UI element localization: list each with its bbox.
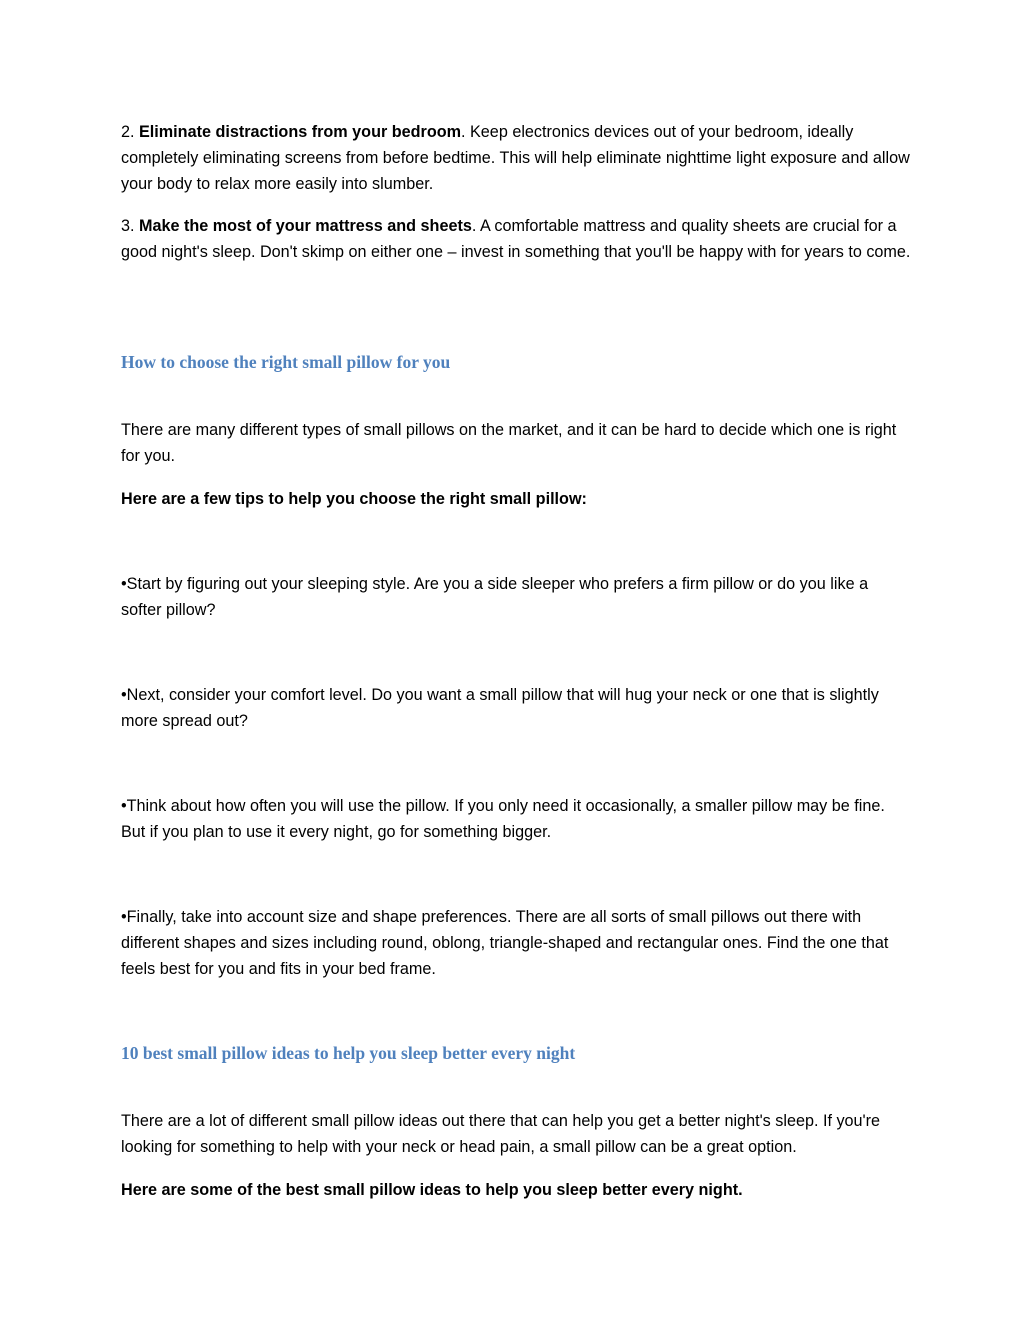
tip-text: . Keep electronics devices out of your bedroom, ideally completely eliminating screens from before bedtime. This will help eliminate nighttime light exposure and allow your body to relax more easily into slumber. xyxy=(121,123,910,193)
tip-number: 2. xyxy=(121,123,139,141)
section1-lead: Here are a few tips to help you choose the right small pillow: xyxy=(121,490,587,508)
tip-title: Make the most of your mattress and sheets xyxy=(139,217,472,235)
section-heading-ideas: 10 best small pillow ideas to help you sleep better every night xyxy=(121,1043,576,1063)
tip-title: Eliminate distractions from your bedroom xyxy=(139,123,462,141)
tip-text: . A comfortable mattress and quality sheets are crucial for a good night's sleep. Don't skimp on either one – invest in something that you'll be happy with for years to come. xyxy=(121,217,911,261)
section2-lead: Here are some of the best small pillow ideas to help you sleep better every night. xyxy=(121,1181,743,1199)
bullet-item: •Next, consider your comfort level. Do you want a small pillow that will hug your neck or one that is slightly more spread out? xyxy=(121,686,879,730)
tip-item-2 xyxy=(121,119,911,197)
section1-intro: There are many different types of small pillows on the market, and it can be hard to decide which one is right for you. xyxy=(121,421,897,465)
section2-intro: There are a lot of different small pillow ideas out there that can help you get a better night's sleep. If you're looking for something to help with your neck or head pain, a small pillow can be a great option. xyxy=(121,1112,881,1156)
tip-number: 3. xyxy=(121,217,139,235)
bullet-item: •Start by figuring out your sleeping style. Are you a side sleeper who prefers a firm pillow or do you like a softer pillow? xyxy=(121,575,869,619)
bullet-item: •Finally, take into account size and shape preferences. There are all sorts of small pillows out there with different shapes and sizes including round, oblong, triangle-shaped and rectangular ones. Find the one that feels best for you and fits in your bed frame. xyxy=(121,908,889,978)
section-heading-choose: How to choose the right small pillow for you xyxy=(121,352,451,372)
bullet-item: •Think about how often you will use the pillow. If you only need it occasionally, a smaller pillow may be fine. But if you plan to use it every night, go for something bigger. xyxy=(121,797,885,841)
tip-item-3 xyxy=(121,213,911,265)
